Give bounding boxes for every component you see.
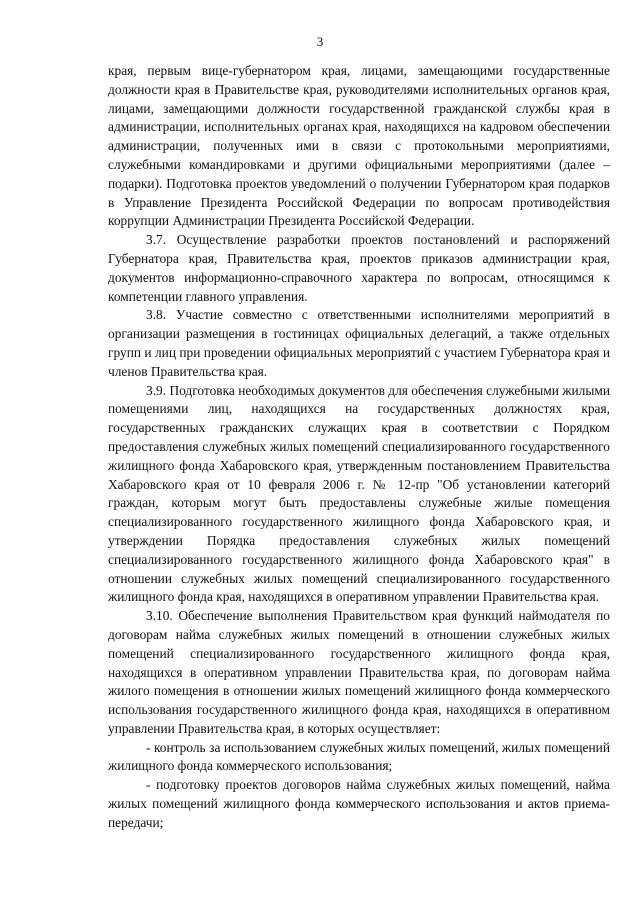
- paragraph-3-8: 3.8. Участие совместно с ответственными исполнителями мероприятий в организации размещения в гостиницах официальных делегаций, а также отдельных групп и лиц при проведении официальных мероприятий с участием Губернатора края и членов Правительства края.: [108, 307, 610, 379]
- paragraph-3-10: 3.10. Обеспечение выполнения Правительством края функций наймодателя по договорам найма служебных жилых помещений в отношении служебных жилых помещений специализированного государственного жилищного фонда края, находящихся в оперативном управлении Правительства края, по договорам найма жилого помещения в отношении жилых помещений жилищного фонда коммерческого использования государственного жилищного фонда края, находящихся в оперативном управлении Правительства края, в которых осуществляет:: [108, 608, 610, 736]
- paragraph-3-10-item-control: - контроль за использованием служебных жилых помещений, жилых помещений жилищного фонда коммерческого использования;: [108, 739, 610, 774]
- paragraph-3-9: 3.9. Подготовка необходимых документов для обеспечения служебными жилыми помещениями лиц, находящихся на государственных должностях края, государственных гражданских служащих края в соответствии с Порядком предоставления служебных жилых помещений специализированного государственного жилищного фонда Хабаровского края, утвержденным постановлением Правительства Хабаровского края от 10 февраля 2006 г. № 12-пр "Об установлении категорий граждан, которым могут быть предоставлены служебные жилые помещения специализированного государственного жилищного фонда Хабаровского края, и утверждении Порядка предоставления служебных жилых помещений специализированного государственного жилищного фонда Хабаровского края" в отношении служебных жилых помещений специализированного государственного жилищного фонда края, находящихся в оперативном управлении Правительства края.: [108, 382, 610, 605]
- page-number: 3: [316, 34, 324, 49]
- paragraph-intro-continuation: края, первым вице-губернатором края, лицами, замещающими государственные должности края в Правительстве края, руководителями исполнительных органов края, лицами, замещающими должности государственной гражданской службы края в администрации, исполнительных органах края, находящихся на кадровом обеспечении администрации, полученных ими в связи с протокольными мероприятиями, служебными командировками и другими официальными мероприятиями (далее – подарки). Подготовка проектов уведомлений о получении Губернатором края подарков в Управление Президента Российской Федерации по вопросам противодействия коррупции Администрации Президента Российской Федерации.: [108, 63, 610, 229]
- document-body: [108, 62, 610, 833]
- paragraph-3-7: 3.7. Осуществление разработки проектов постановлений и распоряжений Губернатора края, Правительства края, проектов приказов администрации края, документов информационно-справочного характера по вопросам, относящимся к компетенции главного управления.: [108, 232, 610, 304]
- paragraph-3-10-item-contracts: - подготовку проектов договоров найма служебных жилых помещений, найма жилых помещений жилищного фонда коммерческого использования и актов приема-передачи;: [108, 777, 610, 830]
